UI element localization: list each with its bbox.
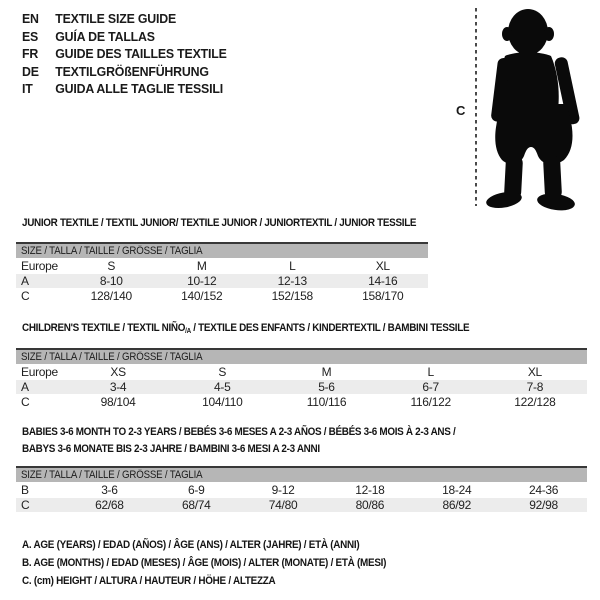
table-cell: 158/170 xyxy=(338,289,429,304)
table-cell: 12-13 xyxy=(247,274,338,289)
language-code: DE xyxy=(22,63,39,79)
guide-title: TEXTILGRÖßENFÜHRUNG xyxy=(55,63,209,79)
table-cell: 8-10 xyxy=(66,274,157,289)
height-measure-dashed-line xyxy=(475,8,477,206)
row-label: Europe xyxy=(16,259,66,274)
language-row xyxy=(22,45,227,63)
table-cell: 4-5 xyxy=(170,380,274,395)
table-header-text: SIZE / TALLA / TAILLE / GRÖSSE / TAGLIA xyxy=(21,351,203,363)
table-cell: 116/122 xyxy=(379,395,483,410)
table-cell: 10-12 xyxy=(157,274,248,289)
guide-title: GUIDE DES TAILLES TEXTILE xyxy=(55,46,227,62)
table-cell: 3-6 xyxy=(66,483,153,498)
table-cell: M xyxy=(157,259,248,274)
table-header-row xyxy=(16,349,587,365)
table-cell: 122/128 xyxy=(483,395,587,410)
row-label: C xyxy=(16,289,66,304)
row-label: Europe xyxy=(16,365,66,380)
language-code: FR xyxy=(22,46,39,62)
section-title-babies xyxy=(22,424,455,457)
table-cell: XL xyxy=(338,259,429,274)
row-label: A xyxy=(16,274,66,289)
language-row xyxy=(22,28,227,46)
table-cell: 128/140 xyxy=(66,289,157,304)
table-cell: 6-7 xyxy=(379,380,483,395)
table-cell: 12-18 xyxy=(326,483,413,498)
guide-title: GUIDA ALLE TAGLIE TESSILI xyxy=(55,81,223,97)
language-code: ES xyxy=(22,28,39,44)
table-header-row xyxy=(16,243,428,259)
table-cell: XS xyxy=(66,365,170,380)
table-header-cell xyxy=(16,467,587,483)
junior-size-table xyxy=(16,242,428,304)
row-label: B xyxy=(16,483,66,498)
table-row xyxy=(16,259,428,274)
table-row xyxy=(16,498,587,513)
table-cell: 74/80 xyxy=(240,498,327,513)
babies-size-table xyxy=(16,466,587,513)
table-cell: 14-16 xyxy=(338,274,429,289)
row-label: C xyxy=(16,395,66,410)
table-cell: 24-36 xyxy=(500,483,587,498)
section-title-children xyxy=(22,320,469,341)
table-cell: 92/98 xyxy=(500,498,587,513)
table-cell: M xyxy=(274,365,378,380)
table-cell: 7-8 xyxy=(483,380,587,395)
silhouette-leg xyxy=(543,155,562,201)
table-cell: 6-9 xyxy=(153,483,240,498)
silhouette-ear xyxy=(544,27,554,41)
section-title-line: BABIES 3-6 MONTH TO 2-3 YEARS / BEBÉS 3-6 MESES A 2-3 AÑOS / BÉBÉS 3-6 MOIS À 2-3 ANS / xyxy=(22,426,456,438)
silhouette-ear xyxy=(502,27,512,41)
language-code: EN xyxy=(22,11,39,26)
row-label: A xyxy=(16,380,66,395)
footnote-a: A. AGE (YEARS) / EDAD (AÑOS) / ÂGE (ANS) / ALTER (JAHRE) / ETÀ (ANNI) xyxy=(22,539,360,551)
table-cell: S xyxy=(66,259,157,274)
table-row xyxy=(16,483,587,498)
language-row xyxy=(22,80,227,98)
silhouette-foot xyxy=(536,191,576,212)
language-title-block xyxy=(22,10,237,98)
table-cell: 140/152 xyxy=(157,289,248,304)
table-cell: 18-24 xyxy=(413,483,500,498)
table-cell: 62/68 xyxy=(66,498,153,513)
section-title-junior: JUNIOR TEXTILE / TEXTIL JUNIOR/ TEXTILE JUNIOR / JUNIORTEXTIL / JUNIOR TESSILE xyxy=(22,217,417,229)
table-cell: 3-4 xyxy=(66,380,170,395)
table-cell: 80/86 xyxy=(326,498,413,513)
footnotes-block xyxy=(22,536,427,590)
section-title-text: CHILDREN'S TEXTILE / TEXTIL NIÑO xyxy=(22,322,186,334)
table-header-text: SIZE / TALLA / TAILLE / GRÖSSE / TAGLIA xyxy=(21,245,203,257)
table-cell: 104/110 xyxy=(170,395,274,410)
section-title-subscript: /A xyxy=(185,328,191,335)
section-title-line: BABYS 3-6 MONATE BIS 2-3 JAHRE / BAMBINI 3-6 MESI A 2-3 ANNI xyxy=(22,442,320,455)
table-cell: 68/74 xyxy=(153,498,240,513)
section-title-text: / TEXTILE DES ENFANTS / KINDERTEXTIL / BAMBINI TESSILE xyxy=(190,322,470,334)
table-row xyxy=(16,289,428,304)
silhouette-shorts xyxy=(495,104,572,164)
footnote-b: B. AGE (MONTHS) / EDAD (MESES) / ÂGE (MOIS) / ALTER (MONATE) / ETÀ (MESI) xyxy=(22,557,387,569)
table-cell: 9-12 xyxy=(240,483,327,498)
table-cell: XL xyxy=(483,365,587,380)
guide-title: TEXTILE SIZE GUIDE xyxy=(55,11,177,26)
height-measure-label: C xyxy=(456,103,466,118)
table-cell: 86/92 xyxy=(413,498,500,513)
footnote-c: C. (cm) HEIGHT / ALTURA / HAUTEUR / HÖHE / ALTEZZA xyxy=(22,575,276,587)
table-header-row xyxy=(16,467,587,483)
language-row xyxy=(22,10,227,28)
toddler-silhouette-image xyxy=(478,0,594,212)
table-cell: S xyxy=(170,365,274,380)
table-header-text: SIZE / TALLA / TAILLE / GRÖSSE / TAGLIA xyxy=(21,469,203,481)
table-row xyxy=(16,274,428,289)
table-cell: 152/158 xyxy=(247,289,338,304)
children-size-table xyxy=(16,348,587,410)
table-cell: L xyxy=(379,365,483,380)
table-cell: 5-6 xyxy=(274,380,378,395)
guide-title: GUÍA DE TALLAS xyxy=(55,28,155,44)
table-row xyxy=(16,395,587,410)
row-label: C xyxy=(16,498,66,513)
table-row xyxy=(16,365,587,380)
table-cell: 98/104 xyxy=(66,395,170,410)
table-cell: L xyxy=(247,259,338,274)
language-code: IT xyxy=(22,81,33,97)
language-row xyxy=(22,63,227,81)
table-header-cell xyxy=(16,349,587,365)
table-header-cell xyxy=(16,243,428,259)
table-cell: 110/116 xyxy=(274,395,378,410)
table-row xyxy=(16,380,587,395)
